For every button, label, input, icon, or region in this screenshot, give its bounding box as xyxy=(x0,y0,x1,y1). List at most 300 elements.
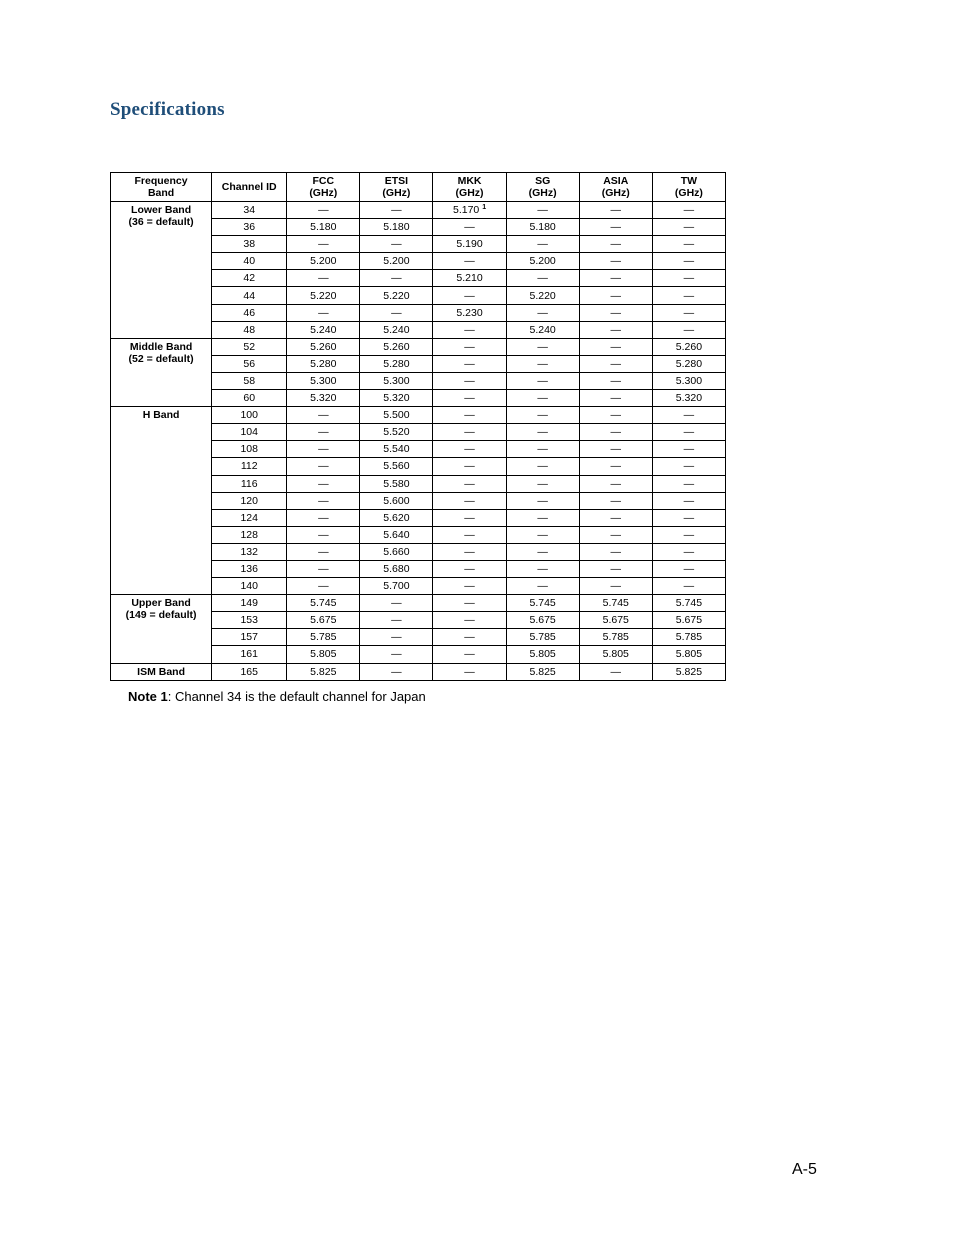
column-header-line: SG xyxy=(535,175,551,187)
mkk-cell xyxy=(433,560,506,577)
fcc-cell xyxy=(287,526,360,543)
sg-cell xyxy=(506,355,579,372)
tw-cell xyxy=(652,304,725,321)
fcc-cell xyxy=(287,304,360,321)
cell-value: 116 xyxy=(240,477,258,490)
sg-cell xyxy=(506,543,579,560)
tw-cell xyxy=(652,629,725,646)
channel-id-cell xyxy=(212,663,287,680)
cell-value: — xyxy=(610,443,621,456)
channel-id-cell xyxy=(212,526,287,543)
asia-cell xyxy=(579,475,652,492)
cell-value: 5.320 xyxy=(383,392,410,405)
fcc-cell xyxy=(287,595,360,612)
fcc-cell xyxy=(287,543,360,560)
cell-value: 132 xyxy=(240,545,258,558)
cell-value: — xyxy=(464,545,475,558)
tw-cell xyxy=(652,663,725,680)
sg-cell xyxy=(506,407,579,424)
cell-value: 5.785 xyxy=(310,631,337,644)
asia-cell xyxy=(579,390,652,407)
fcc-cell xyxy=(287,612,360,629)
cell-value: — xyxy=(610,545,621,558)
cell-value: — xyxy=(610,323,621,336)
cell-value: — xyxy=(683,221,695,234)
etsi-cell xyxy=(360,595,433,612)
sg-cell xyxy=(506,236,579,253)
cell-value: 5.675 xyxy=(675,614,703,627)
cell-value: — xyxy=(464,511,475,524)
cell-value: 104 xyxy=(240,426,258,439)
band-label: (52 = default) xyxy=(128,352,194,365)
column-header xyxy=(579,173,652,202)
asia-cell xyxy=(579,492,652,509)
band-label: Upper Band xyxy=(131,597,191,610)
mkk-cell xyxy=(433,492,506,509)
table-row xyxy=(111,202,726,219)
band-cell xyxy=(111,407,212,595)
cell-value: — xyxy=(537,477,548,490)
cell-value: — xyxy=(464,631,475,644)
sg-cell xyxy=(506,509,579,526)
mkk-cell xyxy=(433,526,506,543)
asia-cell xyxy=(579,629,652,646)
cell-value: 5.660 xyxy=(383,545,410,558)
channel-id-cell xyxy=(212,578,287,595)
channel-id-cell xyxy=(212,236,287,253)
cell-value: 5.620 xyxy=(383,511,410,524)
mkk-cell xyxy=(433,475,506,492)
cell-value: 5.745 xyxy=(529,597,556,610)
cell-value: — xyxy=(464,340,475,353)
band-cell xyxy=(111,338,212,406)
cell-value: — xyxy=(464,374,475,387)
cell-value: — xyxy=(318,204,329,217)
cell-value: 5.190 xyxy=(456,238,483,251)
etsi-cell xyxy=(360,287,433,304)
column-header-line: Frequency xyxy=(134,175,188,187)
cell-value: — xyxy=(683,409,695,422)
cell-value: 58 xyxy=(243,374,256,387)
fcc-cell xyxy=(287,663,360,680)
mkk-cell xyxy=(433,424,506,441)
channel-id-cell xyxy=(212,560,287,577)
etsi-cell xyxy=(360,270,433,287)
fcc-cell xyxy=(287,236,360,253)
etsi-cell xyxy=(360,355,433,372)
cell-value: 5.500 xyxy=(383,409,410,422)
asia-cell xyxy=(579,202,652,219)
cell-value: 5.240 xyxy=(310,323,337,336)
cell-value: — xyxy=(610,460,621,473)
asia-cell xyxy=(579,560,652,577)
band-label: Lower Band xyxy=(131,204,192,216)
tw-cell xyxy=(652,236,725,253)
tw-cell xyxy=(652,338,725,355)
footnote xyxy=(128,689,426,704)
channel-id-cell xyxy=(212,629,287,646)
cell-value: 5.675 xyxy=(602,614,629,627)
sg-cell xyxy=(506,219,579,236)
fcc-cell xyxy=(287,219,360,236)
column-header-line: (GHz) xyxy=(528,187,557,199)
asia-cell xyxy=(579,441,652,458)
column-header xyxy=(212,173,287,202)
channel-id-cell xyxy=(212,441,287,458)
cell-value: — xyxy=(318,494,329,507)
cell-value: 5.200 xyxy=(529,255,556,268)
cell-value: — xyxy=(537,204,548,217)
cell-value: 5.805 xyxy=(602,648,629,661)
cell-value: 34 xyxy=(243,204,256,217)
cell-value: — xyxy=(610,306,621,319)
cell-value: 5.805 xyxy=(675,648,703,661)
cell-value: — xyxy=(683,460,695,473)
cell-value: — xyxy=(318,426,329,439)
cell-value: 56 xyxy=(243,357,256,370)
header-row xyxy=(111,173,726,202)
cell-value: 60 xyxy=(243,392,256,405)
etsi-cell xyxy=(360,390,433,407)
cell-value: — xyxy=(464,409,475,422)
etsi-cell xyxy=(360,560,433,577)
cell-value: 5.600 xyxy=(383,494,410,507)
cell-value: — xyxy=(610,511,621,524)
cell-value: 153 xyxy=(240,614,258,627)
channel-id-cell xyxy=(212,390,287,407)
asia-cell xyxy=(579,612,652,629)
tw-cell xyxy=(652,390,725,407)
cell-value: — xyxy=(610,477,621,490)
cell-value: — xyxy=(537,392,548,405)
column-header-line: Channel ID xyxy=(221,181,277,193)
channel-id-cell xyxy=(212,595,287,612)
mkk-cell xyxy=(433,253,506,270)
sg-cell xyxy=(506,287,579,304)
asia-cell xyxy=(579,424,652,441)
fcc-cell xyxy=(287,492,360,509)
etsi-cell xyxy=(360,424,433,441)
band-cell xyxy=(111,663,212,680)
band-label: (149 = default) xyxy=(125,609,197,622)
table-row xyxy=(111,338,726,355)
tw-cell xyxy=(652,526,725,543)
etsi-cell xyxy=(360,202,433,219)
etsi-cell xyxy=(360,646,433,663)
cell-value: — xyxy=(464,460,475,473)
cell-value: 5.320 xyxy=(675,392,703,405)
tw-cell xyxy=(652,270,725,287)
mkk-cell xyxy=(433,355,506,372)
tw-cell xyxy=(652,509,725,526)
column-header-line: (GHz) xyxy=(674,187,703,199)
mkk-cell xyxy=(433,407,506,424)
asia-cell xyxy=(579,543,652,560)
etsi-cell xyxy=(360,475,433,492)
tw-cell xyxy=(652,595,725,612)
column-header-line: Band xyxy=(147,187,175,199)
fcc-cell xyxy=(287,458,360,475)
cell-value: — xyxy=(683,511,695,524)
cell-value: 5.745 xyxy=(675,597,703,610)
etsi-cell xyxy=(360,407,433,424)
cell-value: — xyxy=(610,563,621,576)
cell-value: 42 xyxy=(243,272,256,285)
cell-value: 5.220 xyxy=(529,289,556,302)
page-title: Specifications xyxy=(110,99,225,120)
channel-id-cell xyxy=(212,304,287,321)
cell-value: 38 xyxy=(243,238,256,251)
cell-value: 5.170 xyxy=(452,204,480,217)
tw-cell xyxy=(652,287,725,304)
mkk-cell xyxy=(433,612,506,629)
etsi-cell xyxy=(360,441,433,458)
asia-cell xyxy=(579,578,652,595)
cell-value: — xyxy=(537,272,548,285)
cell-value: — xyxy=(683,528,695,541)
column-header-line: ETSI xyxy=(384,175,409,187)
cell-value: 5.785 xyxy=(529,631,556,644)
fcc-cell xyxy=(287,270,360,287)
cell-value: — xyxy=(610,272,621,285)
fcc-cell xyxy=(287,338,360,355)
asia-cell xyxy=(579,304,652,321)
column-header xyxy=(360,173,433,202)
band-label: (36 = default) xyxy=(128,216,194,228)
cell-value: — xyxy=(318,409,329,422)
cell-value: — xyxy=(391,665,402,678)
tw-cell xyxy=(652,646,725,663)
cell-value: 5.300 xyxy=(383,374,410,387)
etsi-cell xyxy=(360,663,433,680)
column-header-line: (GHz) xyxy=(455,187,484,199)
tw-cell xyxy=(652,492,725,509)
cell-value: — xyxy=(464,477,475,490)
mkk-cell xyxy=(433,629,506,646)
fcc-cell xyxy=(287,424,360,441)
cell-value: — xyxy=(391,614,402,627)
etsi-cell xyxy=(360,543,433,560)
cell-value: — xyxy=(464,528,475,541)
cell-value: — xyxy=(683,563,695,576)
cell-value: 5.745 xyxy=(602,597,629,610)
mkk-cell xyxy=(433,441,506,458)
channel-id-cell xyxy=(212,612,287,629)
etsi-cell xyxy=(360,612,433,629)
cell-value: 5.675 xyxy=(529,614,556,627)
cell-value: 5.260 xyxy=(310,340,337,353)
cell-value: — xyxy=(318,460,329,473)
cell-value: 120 xyxy=(240,494,258,507)
page-number: A-5 xyxy=(792,1161,817,1178)
channel-id-cell xyxy=(212,475,287,492)
tw-cell xyxy=(652,372,725,389)
cell-value: 149 xyxy=(240,597,258,610)
cell-value: 161 xyxy=(240,648,258,661)
cell-value: 5.825 xyxy=(675,665,703,678)
mkk-cell xyxy=(433,458,506,475)
etsi-cell xyxy=(360,304,433,321)
cell-value: — xyxy=(464,323,475,336)
channel-id-cell xyxy=(212,509,287,526)
cell-value: 52 xyxy=(243,340,256,353)
cell-value: — xyxy=(464,580,475,593)
band-label: H Band xyxy=(142,409,180,422)
asia-cell xyxy=(579,338,652,355)
column-header xyxy=(433,173,506,202)
etsi-cell xyxy=(360,253,433,270)
sg-cell xyxy=(506,372,579,389)
cell-value: — xyxy=(610,340,621,353)
fcc-cell xyxy=(287,646,360,663)
cell-value: — xyxy=(683,426,695,439)
cell-value: — xyxy=(391,597,402,610)
cell-value: 5.745 xyxy=(310,597,337,610)
cell-value: — xyxy=(391,631,402,644)
cell-value: — xyxy=(610,392,621,405)
cell-value: — xyxy=(537,443,548,456)
sg-cell xyxy=(506,202,579,219)
asia-cell xyxy=(579,458,652,475)
table-row xyxy=(111,663,726,680)
cell-value: — xyxy=(610,409,621,422)
column-header-line: MKK xyxy=(457,175,482,187)
sg-cell xyxy=(506,424,579,441)
fcc-cell xyxy=(287,475,360,492)
band-cell xyxy=(111,595,212,663)
mkk-cell xyxy=(433,321,506,338)
asia-cell xyxy=(579,321,652,338)
mkk-cell xyxy=(433,202,506,219)
sg-cell xyxy=(506,595,579,612)
asia-cell xyxy=(579,509,652,526)
cell-value: 44 xyxy=(243,289,256,302)
cell-value: — xyxy=(318,580,329,593)
mkk-cell xyxy=(433,236,506,253)
asia-cell xyxy=(579,355,652,372)
sg-cell xyxy=(506,578,579,595)
sg-cell xyxy=(506,560,579,577)
etsi-cell xyxy=(360,458,433,475)
asia-cell xyxy=(579,526,652,543)
channel-id-cell xyxy=(212,646,287,663)
cell-value: 5.260 xyxy=(675,340,703,353)
cell-value: — xyxy=(318,443,329,456)
cell-value: 5.580 xyxy=(383,477,410,490)
cell-value: — xyxy=(318,545,329,558)
cell-value: — xyxy=(318,563,329,576)
cell-value: — xyxy=(610,665,621,678)
cell-value: 5.675 xyxy=(310,614,337,627)
fcc-cell xyxy=(287,441,360,458)
channel-id-cell xyxy=(212,338,287,355)
sg-cell xyxy=(506,270,579,287)
cell-value: — xyxy=(537,511,548,524)
cell-value: — xyxy=(464,597,475,610)
cell-value: 5.180 xyxy=(383,221,410,234)
tw-cell xyxy=(652,612,725,629)
cell-value: — xyxy=(464,255,475,268)
cell-value: 5.680 xyxy=(383,563,410,576)
fcc-cell xyxy=(287,321,360,338)
cell-value: — xyxy=(391,648,402,661)
cell-value: 36 xyxy=(243,221,256,234)
footnote-text: : Channel 34 is the default channel for Japan xyxy=(167,689,426,704)
channel-id-cell xyxy=(212,492,287,509)
tw-cell xyxy=(652,560,725,577)
cell-value: — xyxy=(464,665,475,678)
cell-value: — xyxy=(318,238,329,251)
mkk-cell xyxy=(433,390,506,407)
cell-value: — xyxy=(537,545,548,558)
cell-value: 5.220 xyxy=(310,289,337,302)
cell-value: — xyxy=(537,494,548,507)
cell-value: — xyxy=(683,272,695,285)
mkk-cell xyxy=(433,595,506,612)
cell-value: 5.805 xyxy=(310,648,337,661)
cell-value: 5.210 xyxy=(456,272,483,285)
cell-value: — xyxy=(683,443,695,456)
cell-value: — xyxy=(683,289,695,302)
cell-value: 165 xyxy=(240,665,258,678)
asia-cell xyxy=(579,372,652,389)
sg-cell xyxy=(506,253,579,270)
sg-cell xyxy=(506,304,579,321)
channel-id-cell xyxy=(212,321,287,338)
cell-value: — xyxy=(610,374,621,387)
cell-value: — xyxy=(464,494,475,507)
tw-cell xyxy=(652,475,725,492)
tw-cell xyxy=(652,543,725,560)
cell-value: — xyxy=(683,323,695,336)
channel-id-cell xyxy=(212,355,287,372)
column-header-line: FCC xyxy=(312,175,335,187)
cell-value: — xyxy=(464,648,475,661)
column-header-line: (GHz) xyxy=(601,187,630,199)
band-cell xyxy=(111,202,212,339)
mkk-cell xyxy=(433,372,506,389)
sg-cell xyxy=(506,458,579,475)
cell-value: — xyxy=(683,306,695,319)
column-header-line: (GHz) xyxy=(309,187,338,199)
sg-cell xyxy=(506,390,579,407)
cell-value: — xyxy=(683,494,695,507)
mkk-cell xyxy=(433,578,506,595)
tw-cell xyxy=(652,355,725,372)
cell-value: — xyxy=(318,272,329,285)
etsi-cell xyxy=(360,372,433,389)
column-header xyxy=(287,173,360,202)
tw-cell xyxy=(652,253,725,270)
column-header xyxy=(111,173,212,202)
cell-value: — xyxy=(610,255,621,268)
cell-value: — xyxy=(610,426,621,439)
mkk-cell xyxy=(433,646,506,663)
cell-value: — xyxy=(537,563,548,576)
cell-value: 140 xyxy=(240,580,258,593)
cell-value: — xyxy=(610,238,621,251)
tw-cell xyxy=(652,458,725,475)
mkk-cell xyxy=(433,509,506,526)
sg-cell xyxy=(506,612,579,629)
asia-cell xyxy=(579,219,652,236)
cell-value: 5.180 xyxy=(529,221,556,234)
asia-cell xyxy=(579,236,652,253)
fcc-cell xyxy=(287,390,360,407)
channel-id-cell xyxy=(212,287,287,304)
cell-value: 112 xyxy=(240,460,258,473)
cell-value: — xyxy=(318,511,329,524)
